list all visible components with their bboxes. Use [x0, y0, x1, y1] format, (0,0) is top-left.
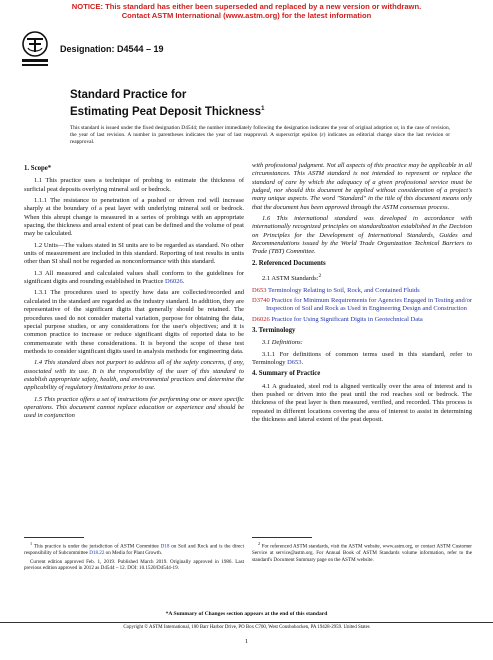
- reference-item[interactable]: [252, 297, 472, 314]
- paragraph-3-1-1: [252, 351, 472, 368]
- paragraph-1-1-1: 1.1.1 The resistance to penetration of a pushed or driven rod will increase sharply at the boundary of a peat layer with underlying mineral soil or bedrock. When this abrupt change is measured in a series of probings with an appropriate spacing, the thickness and areal extent of peat can be defined and the volume of peat may be calculated.: [24, 197, 244, 238]
- reference-item[interactable]: [252, 287, 472, 295]
- footnote-mark-2: 2: [318, 273, 322, 280]
- reference-code: D6026: [252, 315, 270, 323]
- footnote-1: [24, 541, 244, 557]
- paragraph-1-6: 1.6 This international standard was developed in accordance with internationally recognized principles on standardization established in the Decision on Principles for the Development of International Standards, Guides and Recommendations issued by the World Trade Organization Technical Barriers to Trade (TBT) Committee.: [252, 215, 472, 256]
- footnote-divider-right: [252, 537, 312, 538]
- paragraph-1-5-continued: with professional judgment. Not all aspects of this practice may be applicable in all circumstances. This ASTM standard is not intended to represent or replace the standard of care by which the adequacy of a given professional service must be judged, nor should this document be applied without consideration of a project's many unique aspects. The word "Standard" in the title of this document means only that the document has been approved through the ASTM consensus process.: [252, 162, 472, 211]
- section-heading-referenced-documents: 2. Referenced Documents: [252, 259, 326, 267]
- footnote-1-text: This practice is under the jurisdiction of ASTM Committee: [33, 543, 161, 550]
- astm-logo: [20, 30, 50, 70]
- title-text: Estimating Peat Deposit Thickness: [70, 105, 262, 118]
- summary-of-changes-note: *A Summary of Changes section appears at the end of this standard: [165, 611, 328, 617]
- paragraph-1-5: 1.5 This practice offers a set of instructions for performing one or more specific operations. This document cannot replace education or experience and should be used in conjunction: [24, 395, 244, 420]
- footnotes-left: [24, 541, 244, 574]
- document-title: [70, 88, 264, 119]
- left-column: [24, 162, 244, 424]
- footnote-divider-left: [24, 537, 84, 538]
- reference-code: D3740: [252, 296, 270, 304]
- footnote-1-mark: 1: [30, 541, 33, 546]
- footnote-1-end: on Media for Plant Growth.: [104, 550, 163, 557]
- designation: Designation: D4544 – 19: [60, 44, 164, 54]
- reference-code: D653: [252, 286, 267, 294]
- astm-logo-icon: [20, 30, 50, 70]
- page-number: 1: [244, 638, 249, 645]
- paragraph-1-4: 1.4 This standard does not purport to address all of the safety concerns, if any, associated with its use. It is the responsibility of the user of this standard to establish appropriate safety, health, and environmental practices and determine the applicability of regulatory limitations prior to use.: [24, 359, 244, 392]
- footnote-2: [252, 541, 472, 563]
- paragraph-1-3-1: 1.3.1 The procedures used to specify how data are collected/recorded and calculated in the standard are regarded as the industry standard. In addition, they are representative of the significant digits that generally should be retained. The procedures used do not consider material variation, purpose for obtaining the data, special purpose studies, or any considerations for the user's objectives; and it is common practice to increase or reduce significant digits of reported data to be commensurate with these considerations. It is beyond the scope of these test methods to consider significant digits used in analysis methods for engineering data.: [24, 289, 244, 355]
- footnote-2-text: For referenced ASTM standards, visit the ASTM website, www.astm.org, or contact ASTM Customer Service at service@astm.org. For Annual Book of ASTM Standards volume information, refer to the standard's Document Summary page on the ASTM website.: [252, 543, 472, 563]
- section-heading-scope: 1. Scope*: [24, 165, 52, 172]
- paragraph-3-1-1-end: .: [301, 359, 304, 367]
- reference-title[interactable]: Practice for Minimum Requirements for Agencies Engaged in Testing and/or Inspection of Soil and Rock as Used in Engineering Design and Construction: [266, 296, 472, 313]
- section-heading-terminology: 3. Terminology: [252, 327, 296, 334]
- paragraph-3-1: 3.1 Definitions:: [262, 339, 303, 347]
- reference-title[interactable]: Practice for Using Significant Digits in Geotechnical Data: [271, 315, 423, 323]
- link-subcommittee-d18-22[interactable]: D18.22: [89, 550, 105, 557]
- reference-title[interactable]: Terminology Relating to Soil, Rock, and Contained Fluids: [267, 286, 420, 294]
- paragraph-1-3-end: .: [182, 278, 185, 286]
- paragraph-1-1: 1.1 This practice uses a technique of probing to estimate the thickness of surficial peat deposits overlying mineral soil or bedrock.: [24, 177, 244, 193]
- footnote-1-edition: Current edition approved Feb. 1, 2019. Published March 2019. Originally approved in 1986. Last previous edition approved in 2012 as D4544 – 12. DOI: 10.1520/D4544-19.: [24, 558, 244, 572]
- section-heading-summary-of-practice: 4. Summary of Practice: [252, 370, 321, 378]
- astm-standards-label: 2.1 ASTM Standards:: [262, 275, 319, 283]
- paragraph-1-2: 1.2 Units—The values stated in SI units are to be regarded as standard. No other units of measurement are included in this standard. Reporting of test results in units other than SI shall not be regarded as nonconformance with this standard.: [24, 241, 244, 266]
- link-committee-d18[interactable]: D18: [160, 543, 170, 550]
- supersede-notice: [0, 2, 493, 20]
- copyright-line: Copyright © ASTM International, 100 Barr Harbor Drive, PO Box C700, West Conshohocken, PA 19428-2959. United States: [0, 622, 493, 630]
- link-d653[interactable]: D653: [287, 359, 302, 367]
- issuance-note: This standard is issued under the fixed designation D4544; the number immediately following the designation indicates the year of original adoption or, in the case of revision, the year of last revision. A number in parentheses indicates the year of last reapproval. A superscript epsilon (ε) indicates an editorial change since the last revision or reapproval.: [70, 125, 450, 145]
- paragraph-1-3: [24, 270, 244, 287]
- paragraph-3-1-1-text: 3.1.1 For definitions of common terms used in this standard, refer to Terminology: [252, 350, 472, 367]
- notice-line-1: NOTICE: This standard has either been superseded and replaced by a new version or withdrawn.: [71, 2, 422, 11]
- footnotes-right: [252, 541, 472, 565]
- right-column: [252, 162, 472, 427]
- link-d6026[interactable]: D6026: [165, 278, 183, 286]
- title-line-2: [70, 102, 264, 119]
- paragraph-2-1: [252, 272, 472, 284]
- footnote-2-mark: 2: [258, 541, 261, 546]
- paragraph-4-1: 4.1 A graduated, steel rod is aligned vertically over the area of interest and is then pushed or driven into the peat until the rod reaches soil or bedrock. The thickness of the peat layer is then measured, verified, and recorded. This process is repeated in different locations covering the area of interest to assist in determining the thickness and lateral extent of the peat deposit.: [252, 382, 472, 424]
- reference-item[interactable]: [252, 316, 472, 324]
- notice-line-2: Contact ASTM International (www.astm.org) for the latest information: [121, 11, 372, 20]
- paragraph-1-3-text: 1.3 All measured and calculated values shall conform to the guidelines for significant digits and rounding established in Practice: [24, 269, 244, 286]
- title-line-1: Standard Practice for: [70, 89, 187, 101]
- title-footnote-mark: 1: [261, 106, 265, 112]
- footnote-1-mid: on Soil and Rock and is the direct responsibility of Subcommittee: [24, 543, 244, 557]
